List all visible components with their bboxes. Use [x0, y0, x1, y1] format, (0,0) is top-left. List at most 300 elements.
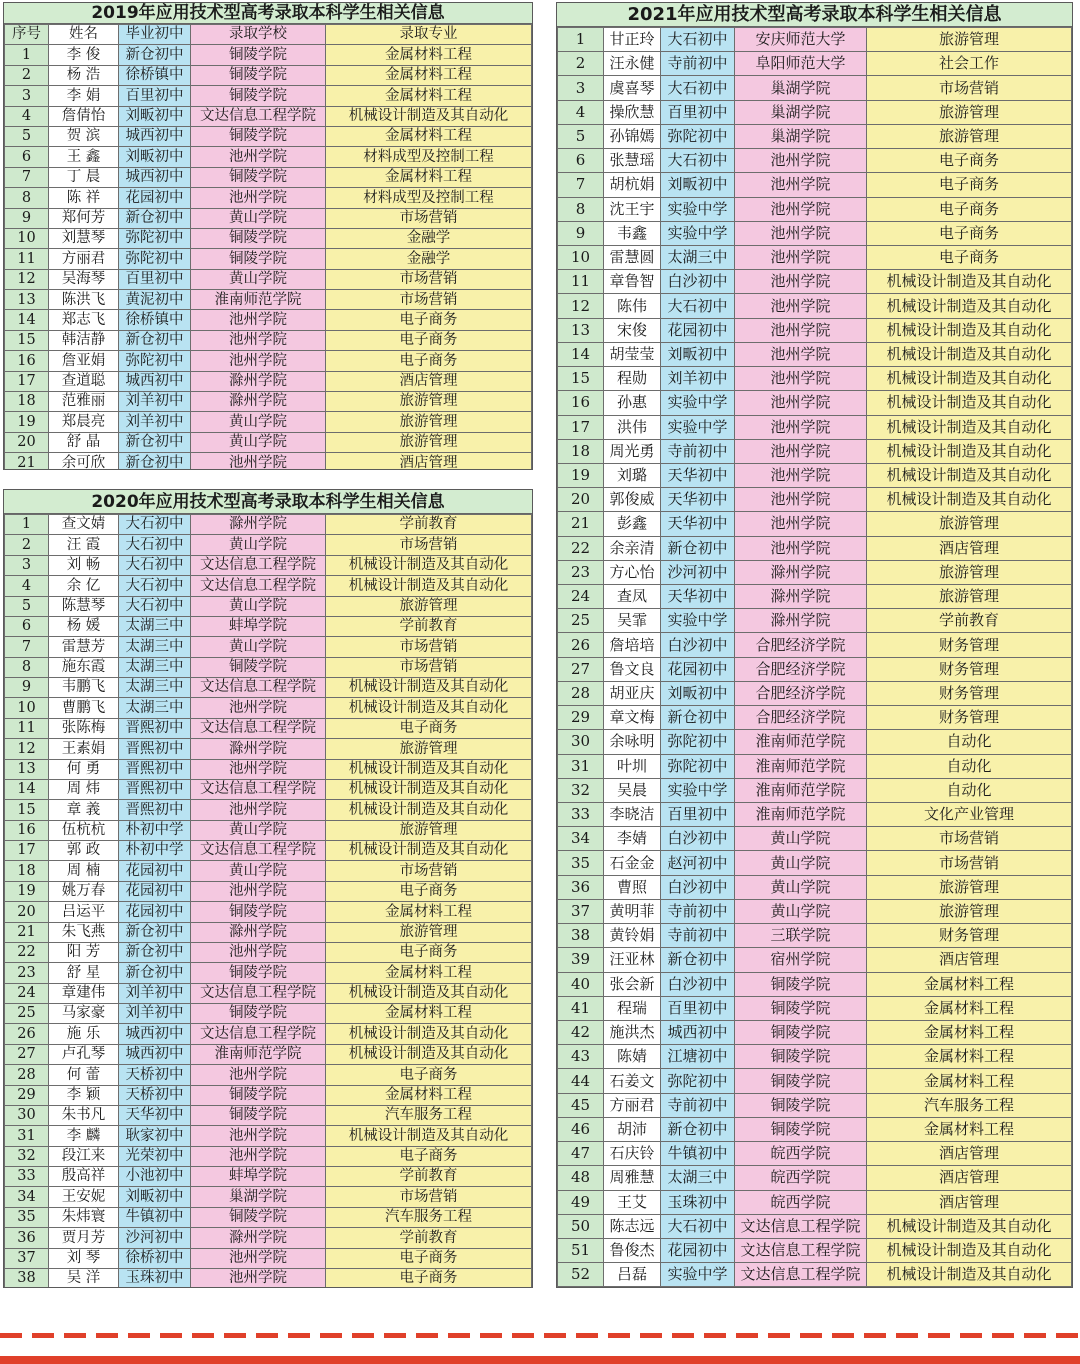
- college-cell: 铜陵学院: [191, 65, 326, 85]
- major-cell: 旅游管理: [326, 412, 532, 432]
- table-row: [5, 637, 532, 657]
- school-cell: 弥陀初中: [661, 754, 735, 778]
- table-row: [558, 391, 1072, 415]
- header-major: 录取专业: [326, 25, 532, 45]
- name-cell: 曹鹏飞: [49, 698, 119, 718]
- seq-cell: 30: [5, 1105, 49, 1125]
- college-cell: 文达信息工程学院: [191, 106, 326, 126]
- table-row: [558, 609, 1072, 633]
- name-cell: 王 鑫: [49, 147, 119, 167]
- school-cell: 太湖三中: [119, 678, 191, 698]
- seq-cell: 23: [558, 560, 604, 584]
- college-cell: 池州学院: [191, 1146, 326, 1166]
- name-cell: 吴 洋: [49, 1268, 119, 1288]
- major-cell: 机械设计制造及其自动化: [867, 342, 1072, 366]
- school-cell: 大石初中: [661, 149, 735, 173]
- major-cell: 市场营销: [326, 535, 532, 555]
- name-cell: 方丽君: [49, 249, 119, 269]
- major-cell: 酒店管理: [867, 1142, 1072, 1166]
- seq-cell: 38: [558, 924, 604, 948]
- name-cell: 鲁俊杰: [604, 1238, 661, 1262]
- seq-cell: 33: [558, 803, 604, 827]
- name-cell: 朱书凡: [49, 1105, 119, 1125]
- college-cell: 铜陵学院: [191, 167, 326, 187]
- name-cell: 舒 星: [49, 963, 119, 983]
- table-row: [5, 779, 532, 799]
- major-cell: 电子商务: [326, 351, 532, 371]
- major-cell: 机械设计制造及其自动化: [867, 1238, 1072, 1262]
- table-row: [558, 924, 1072, 948]
- college-cell: 黄山学院: [735, 899, 867, 923]
- name-cell: 余可欣: [49, 453, 119, 470]
- name-cell: 沈王宇: [604, 197, 661, 221]
- table-row: [5, 718, 532, 738]
- seq-cell: 11: [5, 249, 49, 269]
- table-row: [5, 1248, 532, 1268]
- school-cell: 新仓初中: [119, 942, 191, 962]
- school-cell: 大石初中: [661, 28, 735, 52]
- college-cell: 淮南师范学院: [735, 778, 867, 802]
- major-cell: 汽车服务工程: [326, 1207, 532, 1227]
- table-row: [5, 432, 532, 452]
- college-cell: 淮南师范学院: [735, 730, 867, 754]
- name-cell: 吴晨: [604, 778, 661, 802]
- name-cell: 姚万春: [49, 881, 119, 901]
- school-cell: 沙河初中: [661, 560, 735, 584]
- college-cell: 淮南师范学院: [191, 290, 326, 310]
- college-cell: 皖西学院: [735, 1142, 867, 1166]
- college-cell: 铜陵学院: [191, 902, 326, 922]
- name-cell: 石庆铃: [604, 1142, 661, 1166]
- major-cell: 旅游管理: [326, 922, 532, 942]
- seq-cell: 31: [5, 1126, 49, 1146]
- header-school: 毕业初中: [119, 25, 191, 45]
- name-cell: 刘慧琴: [49, 228, 119, 248]
- college-cell: 池州学院: [735, 270, 867, 294]
- school-cell: 城西初中: [661, 1020, 735, 1044]
- major-cell: 自动化: [867, 754, 1072, 778]
- seq-cell: 1: [558, 28, 604, 52]
- table-row: [5, 1146, 532, 1166]
- college-cell: 池州学院: [735, 294, 867, 318]
- school-cell: 刘畈初中: [119, 106, 191, 126]
- name-cell: 吴海琴: [49, 269, 119, 289]
- table-2019-title: 2019年应用技术型高考录取本科学生相关信息: [4, 3, 532, 24]
- name-cell: 卢孔琴: [49, 1044, 119, 1064]
- name-cell: 石金金: [604, 851, 661, 875]
- name-cell: 吕运平: [49, 902, 119, 922]
- major-cell: 金属材料工程: [326, 963, 532, 983]
- seq-cell: 22: [558, 536, 604, 560]
- college-cell: 池州学院: [735, 245, 867, 269]
- seq-cell: 17: [5, 371, 49, 391]
- seq-cell: 12: [558, 294, 604, 318]
- table-row: [558, 1238, 1072, 1262]
- college-cell: 黄山学院: [191, 820, 326, 840]
- school-cell: 花园初中: [661, 1238, 735, 1262]
- college-cell: 巢湖学院: [735, 76, 867, 100]
- seq-cell: 6: [558, 149, 604, 173]
- table-row: [5, 249, 532, 269]
- college-cell: 池州学院: [735, 391, 867, 415]
- seq-cell: 9: [5, 678, 49, 698]
- seq-cell: 52: [558, 1263, 604, 1287]
- seq-cell: 37: [5, 1248, 49, 1268]
- school-cell: 徐桥镇中: [119, 310, 191, 330]
- header-seq: 序号: [5, 25, 49, 45]
- major-cell: 机械设计制造及其自动化: [867, 488, 1072, 512]
- school-cell: 天华初中: [661, 512, 735, 536]
- school-cell: 城西初中: [119, 126, 191, 146]
- seq-cell: 31: [558, 754, 604, 778]
- seq-cell: 17: [558, 415, 604, 439]
- college-cell: 蚌埠学院: [191, 1167, 326, 1187]
- major-cell: 酒店管理: [326, 371, 532, 391]
- college-cell: 文达信息工程学院: [735, 1214, 867, 1238]
- major-cell: 旅游管理: [867, 100, 1072, 124]
- name-cell: 陈伟: [604, 294, 661, 318]
- name-cell: 余 亿: [49, 576, 119, 596]
- school-cell: 新仓初中: [661, 948, 735, 972]
- college-cell: 巢湖学院: [191, 1187, 326, 1207]
- seq-cell: 50: [558, 1214, 604, 1238]
- table-2019: [4, 24, 532, 470]
- major-cell: 机械设计制造及其自动化: [326, 106, 532, 126]
- seq-cell: 47: [558, 1142, 604, 1166]
- major-cell: 旅游管理: [867, 512, 1072, 536]
- college-cell: 黄山学院: [191, 861, 326, 881]
- major-cell: 财务管理: [867, 924, 1072, 948]
- name-cell: 王素娟: [49, 739, 119, 759]
- seq-cell: 7: [5, 637, 49, 657]
- school-cell: 城西初中: [119, 371, 191, 391]
- major-cell: 金属材料工程: [326, 1085, 532, 1105]
- seq-cell: 11: [558, 270, 604, 294]
- college-cell: 铜陵学院: [735, 1045, 867, 1069]
- major-cell: 金属材料工程: [326, 65, 532, 85]
- major-cell: 旅游管理: [867, 560, 1072, 584]
- table-row: [558, 948, 1072, 972]
- table-row: [558, 342, 1072, 366]
- name-cell: 杨 浩: [49, 65, 119, 85]
- college-cell: 黄山学院: [191, 637, 326, 657]
- table-row: [558, 827, 1072, 851]
- name-cell: 郭 政: [49, 841, 119, 861]
- school-cell: 寺前初中: [661, 899, 735, 923]
- name-cell: 施洪杰: [604, 1020, 661, 1044]
- college-cell: 黄山学院: [735, 875, 867, 899]
- school-cell: 刘羊初中: [119, 392, 191, 412]
- seq-cell: 24: [558, 585, 604, 609]
- seq-cell: 13: [5, 759, 49, 779]
- major-cell: 金属材料工程: [867, 1069, 1072, 1093]
- school-cell: 天华初中: [661, 488, 735, 512]
- table-row: [558, 149, 1072, 173]
- table-2020: [4, 514, 532, 1288]
- school-cell: 白沙初中: [661, 972, 735, 996]
- major-cell: 电子商务: [326, 1268, 532, 1288]
- school-cell: 大石初中: [119, 555, 191, 575]
- table-row: [5, 310, 532, 330]
- seq-cell: 18: [5, 392, 49, 412]
- school-cell: 大石初中: [119, 576, 191, 596]
- name-cell: 朱炜寰: [49, 1207, 119, 1227]
- college-cell: 池州学院: [735, 463, 867, 487]
- seq-cell: 14: [5, 310, 49, 330]
- major-cell: 旅游管理: [326, 432, 532, 452]
- table-row: [558, 488, 1072, 512]
- school-cell: 刘畈初中: [119, 147, 191, 167]
- college-cell: 铜陵学院: [191, 1085, 326, 1105]
- college-cell: 铜陵学院: [735, 1020, 867, 1044]
- major-cell: 机械设计制造及其自动化: [867, 415, 1072, 439]
- table-row: [5, 616, 532, 636]
- college-cell: 安庆师范大学: [735, 28, 867, 52]
- major-cell: 学前教育: [326, 515, 532, 535]
- seq-cell: 10: [558, 245, 604, 269]
- seq-cell: 43: [558, 1045, 604, 1069]
- college-cell: 文达信息工程学院: [191, 576, 326, 596]
- college-cell: 铜陵学院: [191, 1004, 326, 1024]
- major-cell: 机械设计制造及其自动化: [326, 983, 532, 1003]
- college-cell: 巢湖学院: [735, 100, 867, 124]
- seq-cell: 21: [5, 922, 49, 942]
- seq-cell: 29: [5, 1085, 49, 1105]
- college-cell: 池州学院: [191, 1126, 326, 1146]
- major-cell: 市场营销: [326, 269, 532, 289]
- college-cell: 池州学院: [735, 367, 867, 391]
- school-cell: 花园初中: [661, 657, 735, 681]
- seq-cell: 36: [558, 875, 604, 899]
- school-cell: 弥陀初中: [119, 249, 191, 269]
- college-cell: 池州学院: [191, 351, 326, 371]
- major-cell: 旅游管理: [867, 875, 1072, 899]
- table-row: [5, 820, 532, 840]
- seq-cell: 3: [558, 76, 604, 100]
- college-cell: 文达信息工程学院: [191, 678, 326, 698]
- school-cell: 实验中学: [661, 197, 735, 221]
- seq-cell: 33: [5, 1167, 49, 1187]
- seq-cell: 18: [5, 861, 49, 881]
- college-cell: 铜陵学院: [191, 249, 326, 269]
- major-cell: 旅游管理: [867, 585, 1072, 609]
- school-cell: 大石初中: [661, 76, 735, 100]
- seq-cell: 8: [558, 197, 604, 221]
- table-row: [5, 147, 532, 167]
- college-cell: 黄山学院: [191, 208, 326, 228]
- table-row: [558, 1214, 1072, 1238]
- name-cell: 张会新: [604, 972, 661, 996]
- table-row: [558, 1117, 1072, 1141]
- table-row: [558, 1093, 1072, 1117]
- major-cell: 电子商务: [326, 718, 532, 738]
- name-cell: 刘璐: [604, 463, 661, 487]
- table-row: [5, 228, 532, 248]
- name-cell: 伍杭杭: [49, 820, 119, 840]
- seq-cell: 20: [558, 488, 604, 512]
- seq-cell: 8: [5, 657, 49, 677]
- table-row: [5, 596, 532, 616]
- major-cell: 金融学: [326, 249, 532, 269]
- seq-cell: 15: [5, 800, 49, 820]
- major-cell: 电子商务: [326, 881, 532, 901]
- school-cell: 实验中学: [661, 778, 735, 802]
- school-cell: 天华初中: [661, 585, 735, 609]
- table-row: [5, 555, 532, 575]
- major-cell: 机械设计制造及其自动化: [867, 1263, 1072, 1287]
- college-cell: 铜陵学院: [191, 126, 326, 146]
- name-cell: 马家豪: [49, 1004, 119, 1024]
- seq-cell: 16: [5, 820, 49, 840]
- table-row: [558, 1190, 1072, 1214]
- major-cell: 机械设计制造及其自动化: [326, 800, 532, 820]
- college-cell: 池州学院: [735, 439, 867, 463]
- table-row: [5, 392, 532, 412]
- seq-cell: 19: [5, 881, 49, 901]
- seq-cell: 15: [558, 367, 604, 391]
- name-cell: 郭俊威: [604, 488, 661, 512]
- table-row: [5, 269, 532, 289]
- school-cell: 实验中学: [661, 415, 735, 439]
- major-cell: 社会工作: [867, 52, 1072, 76]
- name-cell: 张慧瑶: [604, 149, 661, 173]
- seq-cell: 26: [558, 633, 604, 657]
- school-cell: 刘羊初中: [119, 983, 191, 1003]
- table-row: [558, 1166, 1072, 1190]
- table-row: [5, 351, 532, 371]
- major-cell: 金属材料工程: [867, 1045, 1072, 1069]
- college-cell: 淮南师范学院: [191, 1044, 326, 1064]
- college-cell: 池州学院: [191, 330, 326, 350]
- college-cell: 黄山学院: [191, 269, 326, 289]
- major-cell: 汽车服务工程: [867, 1093, 1072, 1117]
- table-row: [558, 899, 1072, 923]
- table-row: [5, 330, 532, 350]
- seq-cell: 48: [558, 1166, 604, 1190]
- table-row: [5, 535, 532, 555]
- major-cell: 旅游管理: [867, 124, 1072, 148]
- seq-cell: 2: [5, 535, 49, 555]
- seq-cell: 26: [5, 1024, 49, 1044]
- college-cell: 黄山学院: [735, 827, 867, 851]
- major-cell: 酒店管理: [867, 536, 1072, 560]
- seq-cell: 5: [5, 596, 49, 616]
- college-cell: 池州学院: [735, 221, 867, 245]
- name-cell: 陈婧: [604, 1045, 661, 1069]
- college-cell: 文达信息工程学院: [191, 983, 326, 1003]
- table-row: [5, 657, 532, 677]
- seq-cell: 14: [558, 342, 604, 366]
- name-cell: 章 義: [49, 800, 119, 820]
- college-cell: 铜陵学院: [191, 963, 326, 983]
- name-cell: 洪伟: [604, 415, 661, 439]
- seq-cell: 4: [5, 576, 49, 596]
- college-cell: 池州学院: [191, 1268, 326, 1288]
- school-cell: 新仓初中: [661, 706, 735, 730]
- major-cell: 电子商务: [326, 1248, 532, 1268]
- school-cell: 白沙初中: [661, 633, 735, 657]
- major-cell: 机械设计制造及其自动化: [326, 841, 532, 861]
- school-cell: 刘羊初中: [119, 412, 191, 432]
- table-row: [5, 1065, 532, 1085]
- major-cell: 电子商务: [867, 149, 1072, 173]
- major-cell: 旅游管理: [867, 899, 1072, 923]
- major-cell: 汽车服务工程: [326, 1105, 532, 1125]
- name-cell: 周 炜: [49, 779, 119, 799]
- college-cell: 文达信息工程学院: [191, 555, 326, 575]
- major-cell: 市场营销: [867, 851, 1072, 875]
- college-cell: 合肥经济学院: [735, 633, 867, 657]
- school-cell: 花园初中: [119, 188, 191, 208]
- table-row: [558, 875, 1072, 899]
- major-cell: 机械设计制造及其自动化: [326, 779, 532, 799]
- seq-cell: 29: [558, 706, 604, 730]
- name-cell: 孙锦嫣: [604, 124, 661, 148]
- school-cell: 徐桥镇中: [119, 65, 191, 85]
- table-row: [558, 245, 1072, 269]
- name-cell: 周雅慧: [604, 1166, 661, 1190]
- table-row: [5, 902, 532, 922]
- name-cell: 查文婧: [49, 515, 119, 535]
- major-cell: 电子商务: [326, 942, 532, 962]
- name-cell: 韦鑫: [604, 221, 661, 245]
- table-row: [5, 1105, 532, 1125]
- school-cell: 寺前初中: [661, 439, 735, 463]
- seq-cell: 21: [5, 453, 49, 470]
- college-cell: 池州学院: [735, 512, 867, 536]
- school-cell: 实验中学: [661, 1263, 735, 1287]
- school-cell: 寺前初中: [661, 52, 735, 76]
- table-row: [5, 678, 532, 698]
- school-cell: 刘羊初中: [661, 367, 735, 391]
- major-cell: 电子商务: [867, 173, 1072, 197]
- major-cell: 旅游管理: [867, 28, 1072, 52]
- name-cell: 石姜文: [604, 1069, 661, 1093]
- major-cell: 市场营销: [326, 1187, 532, 1207]
- major-cell: 旅游管理: [326, 392, 532, 412]
- name-cell: 王安妮: [49, 1187, 119, 1207]
- table-row: [5, 1085, 532, 1105]
- major-cell: 财务管理: [867, 681, 1072, 705]
- major-cell: 机械设计制造及其自动化: [867, 1214, 1072, 1238]
- school-cell: 牛镇初中: [661, 1142, 735, 1166]
- seq-cell: 5: [5, 126, 49, 146]
- college-cell: 池州学院: [191, 1248, 326, 1268]
- seq-cell: 3: [5, 555, 49, 575]
- seq-cell: 7: [5, 167, 49, 187]
- table-row: [5, 188, 532, 208]
- table-row: [5, 1228, 532, 1248]
- seq-cell: 28: [5, 1065, 49, 1085]
- school-cell: 赵河初中: [661, 851, 735, 875]
- major-cell: 酒店管理: [867, 948, 1072, 972]
- college-cell: 合肥经济学院: [735, 657, 867, 681]
- major-cell: 学前教育: [326, 1228, 532, 1248]
- school-cell: 晋熙初中: [119, 759, 191, 779]
- name-cell: 程瑞: [604, 996, 661, 1020]
- college-cell: 池州学院: [735, 342, 867, 366]
- seq-cell: 28: [558, 681, 604, 705]
- major-cell: 旅游管理: [326, 596, 532, 616]
- school-cell: 弥陀初中: [119, 351, 191, 371]
- name-cell: 曹照: [604, 875, 661, 899]
- name-cell: 詹倩怡: [49, 106, 119, 126]
- college-cell: 文达信息工程学院: [735, 1263, 867, 1287]
- college-cell: 铜陵学院: [191, 1105, 326, 1125]
- major-cell: 市场营销: [326, 657, 532, 677]
- college-cell: 滁州学院: [191, 1228, 326, 1248]
- table-2020-title: 2020年应用技术型高考录取本科学生相关信息: [4, 490, 532, 514]
